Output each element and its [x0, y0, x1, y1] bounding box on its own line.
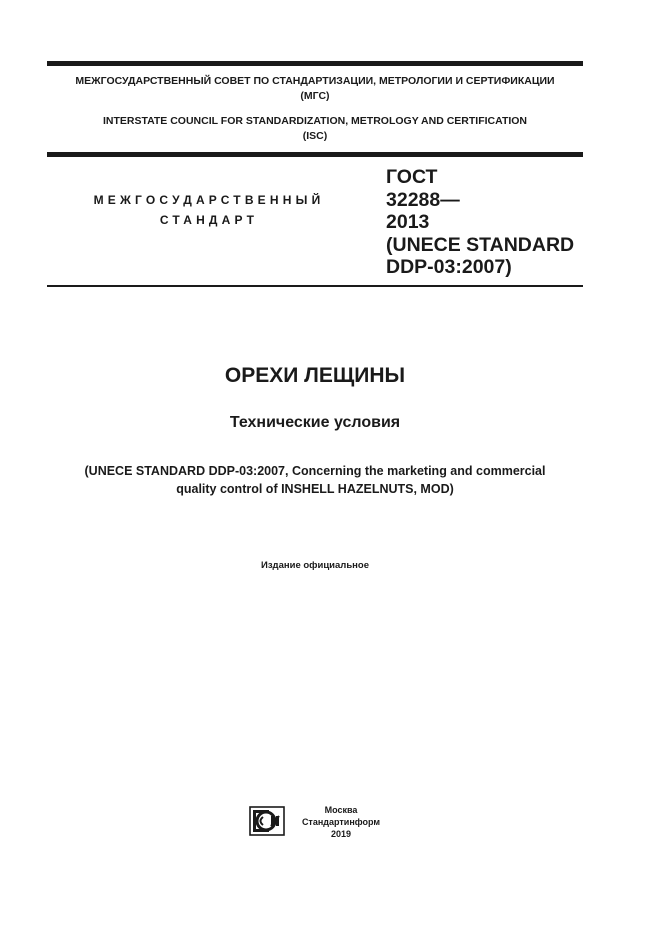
unece-reference-note — [47, 462, 583, 498]
council-ru-line1: МЕЖГОСУДАРСТВЕННЫЙ СОВЕТ ПО СТАНДАРТИЗАЦИИ, МЕТРОЛОГИИ И СЕРТИФИКАЦИИ — [75, 75, 555, 87]
standard-designation — [386, 166, 586, 279]
council-name-en — [47, 114, 583, 144]
designation-year: 2013 — [386, 211, 430, 233]
designation-unece: (UNECE STANDARD — [386, 233, 575, 256]
unece-note-line1: (UNECE STANDARD DDP-03:2007, Concerning the marketing and commercial — [84, 464, 546, 478]
designation-number: 32288— — [386, 188, 460, 211]
edition-label: Издание официальное — [261, 560, 369, 571]
middle-divider — [47, 152, 583, 157]
document-subtitle: Технические условия — [229, 414, 401, 431]
standard-kind — [80, 190, 338, 230]
unece-note-line2: quality control of INSHELL HAZELNUTS, MOD) — [176, 482, 454, 496]
bottom-divider — [47, 285, 583, 287]
council-en-abbrev: (ISC) — [302, 130, 328, 142]
publisher-name: Стандартинформ — [301, 817, 381, 827]
standard-kind-line2: СТАНДАРТ — [159, 213, 259, 227]
council-ru-abbrev: (МГС) — [300, 90, 330, 102]
council-name-ru — [47, 74, 583, 104]
standard-kind-line1: МЕЖГОСУДАРСТВЕННЫЙ — [93, 193, 325, 207]
top-divider — [47, 61, 583, 66]
council-en-line1: INTERSTATE COUNCIL FOR STANDARDIZATION, METROLOGY AND CERTIFICATION — [102, 115, 528, 127]
publication-year: 2019 — [330, 829, 352, 839]
document-title: ОРЕХИ ЛЕЩИНЫ — [224, 364, 406, 387]
publisher-block — [296, 804, 386, 840]
publisher-city: Москва — [324, 805, 358, 815]
designation-unece-code: DDP-03:2007) — [386, 256, 512, 278]
standartinform-logo-icon — [249, 806, 285, 836]
designation-gost: ГОСТ — [386, 166, 438, 188]
